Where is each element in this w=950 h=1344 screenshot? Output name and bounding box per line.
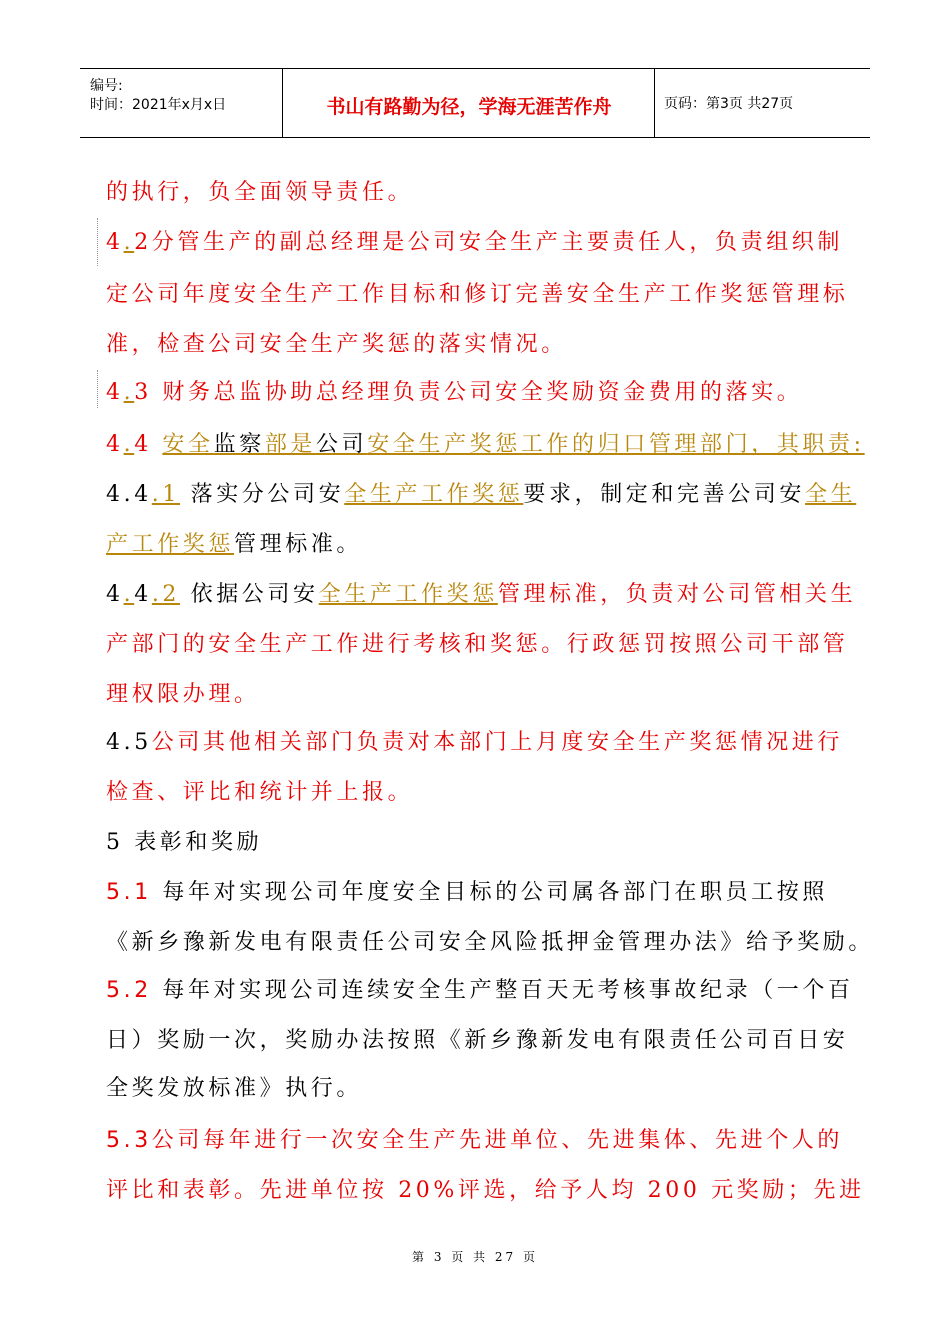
time-label: 时间：2021年x月x日 (90, 97, 227, 113)
paragraph-4-5-line2: 检查、评比和统计并上报。 (106, 780, 414, 805)
paragraph-4-3: 4.3 财务总监协助总经理负责公司安全奖励资金费用的落实。 (106, 380, 803, 405)
paragraph-5-3-line2: 评比和表彰。先进单位按 20%评选，给予人均 200 元奖励；先进 (106, 1178, 865, 1203)
motto: 书山有路勤为径，学海无涯苦作舟 (326, 96, 612, 118)
revision-mark (97, 218, 98, 266)
page-footer: 第 3 页 共 27 页 (412, 1250, 538, 1264)
paragraph-4-2-line1: 4.2分管生产的副总经理是公司安全生产主要责任人，负责组织制 (106, 230, 844, 255)
header-meta-cell (80, 69, 283, 137)
number-label: 编号: (90, 78, 123, 94)
paragraph-4-4-1-line1: 4.4.1 落实分公司安全生产工作奖惩要求，制定和完善公司安全生 (106, 482, 857, 507)
paragraph-5-2-line3: 全奖发放标准》执行。 (106, 1076, 363, 1101)
paragraph-4-4-1-line2: 产工作奖惩管理标准。 (106, 532, 363, 557)
paragraph-4-2-line2: 定公司年度安全生产工作目标和修订完善安全生产工作奖惩管理标 (106, 282, 849, 307)
text-line: 的执行，负全面领导责任。 (106, 180, 414, 205)
paragraph-4-5-line1: 4.5公司其他相关部门负责对本部门上月度安全生产奖惩情况进行 (106, 730, 843, 755)
paragraph-5-2-line1: 5.2 每年对实现公司连续安全生产整百天无考核事故纪录（一个百 (106, 978, 854, 1003)
paragraph-4-4: 4.4 安全监察部是公司安全生产奖惩工作的归口管理部门，其职责: (106, 432, 865, 457)
paragraph-4-2-line3: 准，检查公司安全生产奖惩的落实情况。 (106, 332, 567, 357)
revision-mark (97, 370, 98, 408)
paragraph-4-4-2-line1: 4.4.2 依据公司安全生产工作奖惩管理标准，负责对公司管相关生 (106, 582, 857, 607)
paragraph-5-1-line2: 《新乡豫新发电有限责任公司安全风险抵押金管理办法》给予奖励。 (106, 930, 875, 955)
page-info: 页码：第3页 共27页 (664, 96, 794, 112)
paragraph-4-4-2-line3: 理权限办理。 (106, 682, 260, 707)
paragraph-4-4-2-line2: 产部门的安全生产工作进行考核和奖惩。行政惩罚按照公司干部管 (106, 632, 849, 657)
paragraph-5-3-line1: 5.3公司每年进行一次安全生产先进单位、先进集体、先进个人的 (106, 1128, 843, 1153)
paragraph-5-2-line2: 日）奖励一次，奖励办法按照《新乡豫新发电有限责任公司百日安 (106, 1028, 849, 1053)
page-header (80, 68, 870, 138)
paragraph-5-1-line1: 5.1 每年对实现公司年度安全目标的公司属各部门在职员工按照 (106, 880, 828, 905)
section-5-heading: 5 表彰和奖励 (106, 830, 263, 855)
header-motto-cell (284, 69, 655, 137)
